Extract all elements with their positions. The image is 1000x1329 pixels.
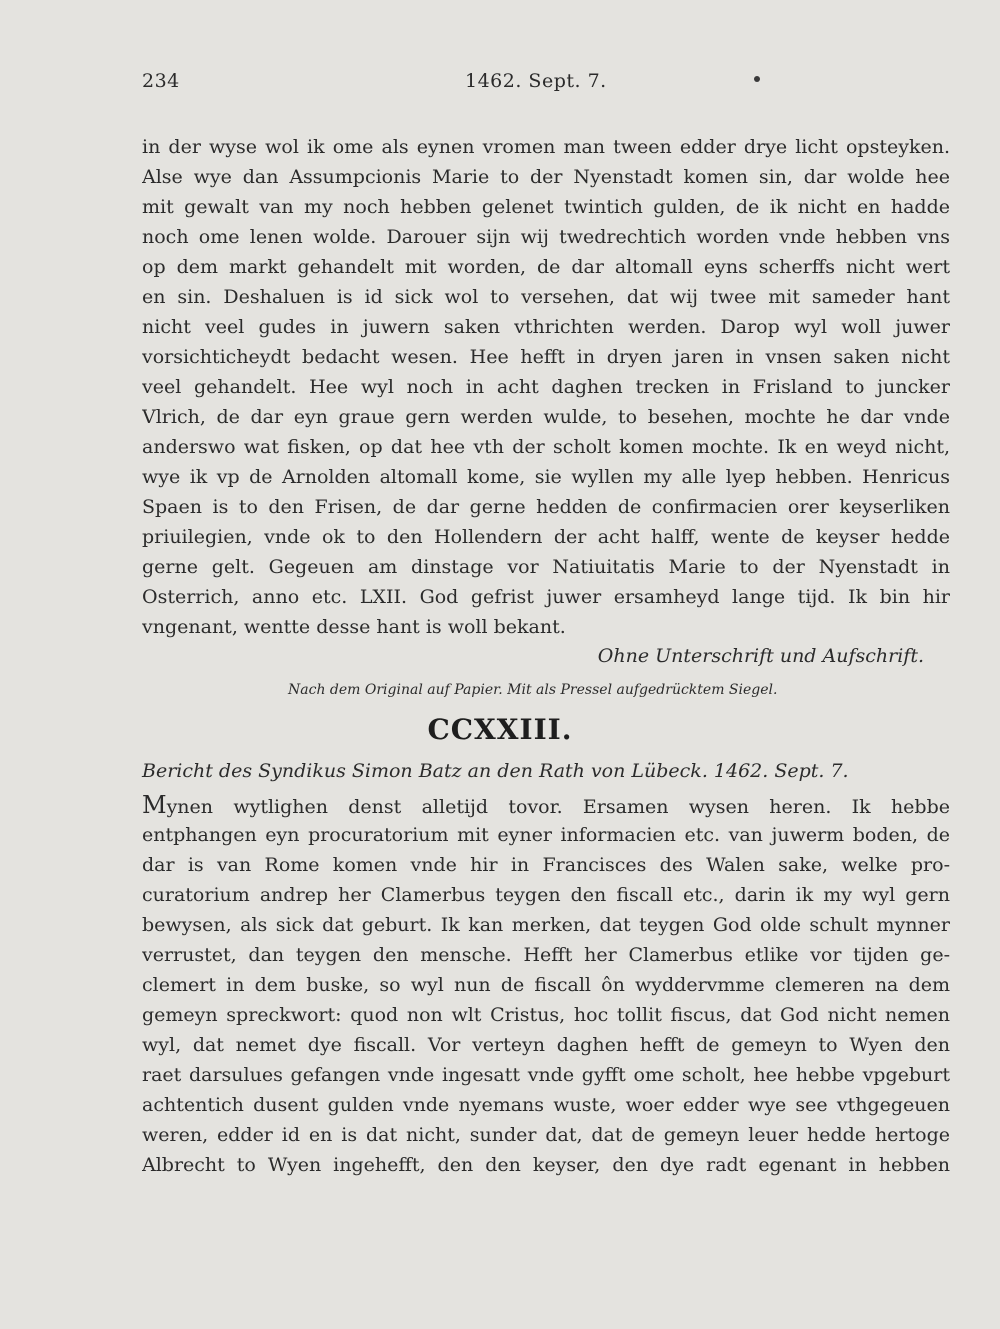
text-line: verrustet, dan teygen den mensche. Hefft her Clamerbus etlike vor tijden ge- (142, 944, 950, 966)
text-line: bewysen, als sick dat geburt. Ik kan merken, dat teygen God olde schult mynner (142, 914, 950, 936)
first-line-text: ynen wytlighen denst alletijd tovor. Ersamen wysen heren. Ik hebbe (166, 796, 950, 818)
text-line: anderswo wat fisken, op dat hee vth der scholt komen mochte. Ik en weyd nicht, (142, 436, 950, 458)
text-line: en sin. Deshaluen is id sick wol to versehen, dat wij twee mit sameder hant (142, 286, 950, 308)
text-line: veel gehandelt. Hee wyl noch in acht daghen trecken in Frisland to juncker (142, 376, 950, 398)
text-line: vngenant, wentte desse hant is woll bekant. (142, 616, 566, 638)
text-line: noch ome lenen wolde. Darouer sijn wij twedrechtich worden vnde hebben vns (142, 226, 950, 248)
text-line: entphangen eyn procuratorium mit eyner informacien etc. van juwerm boden, de (142, 824, 950, 846)
section1-body-text (142, 132, 950, 642)
text-line: priuilegien, vnde ok to den Hollendern der acht halff, wente de keyser hedde (142, 526, 950, 548)
text-line: op dem markt gehandelt mit worden, de dar altomall eyns scherffs nicht wert (142, 256, 950, 278)
text-line: Osterrich, anno etc. LXII. God gefrist juwer ersamheyd lange tijd. Ik bin hir (142, 586, 950, 608)
text-line: achtentich dusent gulden vnde nyemans wuste, woer edder wye see vthgegeuen (142, 1094, 950, 1116)
text-line: weren, edder id en is dat nicht, sunder dat, dat de gemeyn leuer hedde hertoge (142, 1124, 950, 1146)
ink-dot (754, 76, 760, 82)
page-header (142, 70, 950, 100)
initial-letter: M (142, 791, 167, 819)
text-line: curatorium andrep her Clamerbus teygen den fiscall etc., darin ik my wyl gern (142, 884, 950, 906)
source-note: Nach dem Original auf Papier. Mit als Pressel aufgedrücktem Siegel. (288, 682, 778, 698)
section2-body-text (142, 790, 950, 1180)
text-line (142, 790, 950, 820)
text-line: gerne gelt. Gegeuen am dinstage vor Natiuitatis Marie to der Nyenstadt in (142, 556, 950, 578)
text-line: in der wyse wol ik ome als eynen vromen man tween edder drye licht opsteyken. (142, 136, 950, 158)
text-line: mit gewalt van my noch hebben gelenet twintich gulden, de ik nicht en hadde (142, 196, 950, 218)
signature-note: Ohne Unterschrift und Aufschrift. (597, 645, 924, 667)
text-line: vorsichticheydt bedacht wesen. Hee hefft in dryen jaren in vnsen saken nicht (142, 346, 950, 368)
text-line: clemert in dem buske, so wyl nun de fiscall ôn wyddervmme clemeren na dem (142, 974, 950, 996)
running-head: 1462. Sept. 7. (465, 70, 607, 92)
text-line: wye ik vp de Arnolden altomall kome, sie wyllen my alle lyep hebben. Henricus (142, 466, 950, 488)
text-line: Spaen is to den Frisen, de dar gerne hedden de confirmacien orer keyserliken (142, 496, 950, 518)
document-title: Bericht des Syndikus Simon Batz an den Rath von Lübeck. 1462. Sept. 7. (142, 760, 849, 782)
text-line: wyl, dat nemet dye fiscall. Vor verteyn daghen hefft de gemeyn to Wyen den (142, 1034, 950, 1056)
text-line: Albrecht to Wyen ingehefft, den den keyser, den dye radt egenant in hebben (142, 1154, 950, 1176)
text-line: dar is van Rome komen vnde hir in Francisces des Walen sake, welke pro- (142, 854, 950, 876)
document-number: CCXXIII. (427, 713, 573, 746)
page-number: 234 (142, 70, 180, 92)
text-line: nicht veel gudes in juwern saken vthrichten werden. Darop wyl woll juwer (142, 316, 950, 338)
text-line: raet darsulues gefangen vnde ingesatt vnde gyfft ome scholt, hee hebbe vpgeburt (142, 1064, 950, 1086)
text-line: Vlrich, de dar eyn graue gern werden wulde, to besehen, mochte he dar vnde (142, 406, 950, 428)
text-line: gemeyn spreckwort: quod non wlt Cristus, hoc tollit fiscus, dat God nicht nemen (142, 1004, 950, 1026)
text-line: Alse wye dan Assumpcionis Marie to der Nyenstadt komen sin, dar wolde hee (142, 166, 950, 188)
